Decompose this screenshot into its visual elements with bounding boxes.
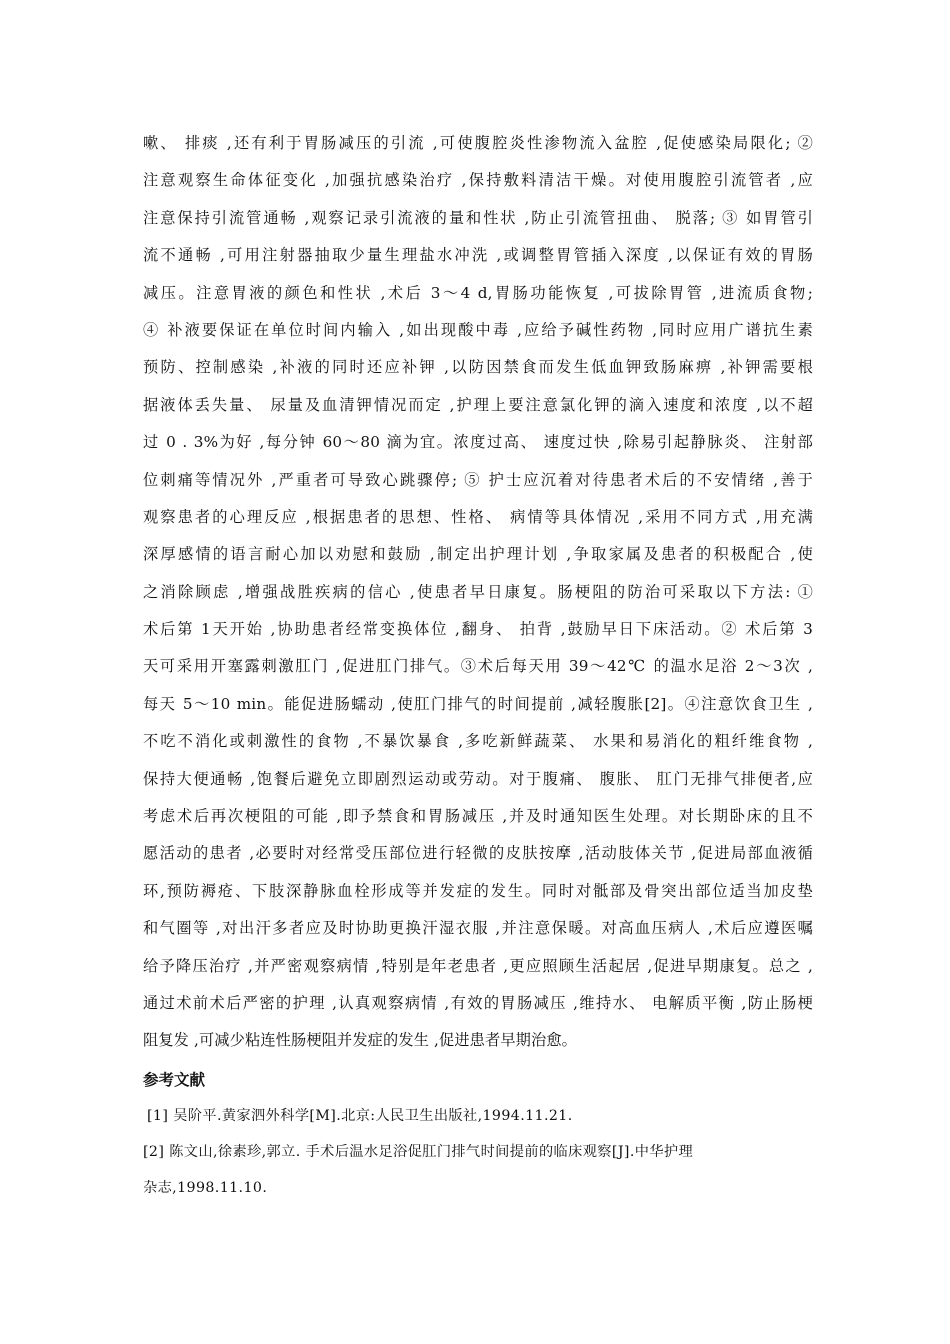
body-line: 考虑术后再次梗阻的可能 ,即予禁食和胃肠减压 ,并及时通知医生处理。对长期卧床的且不 — [143, 807, 813, 826]
references-section — [143, 1062, 813, 1206]
body-line: 据液体丢失量、 尿量及血清钾情况而定 ,护理上要注意氯化钾的滴入速度和浓度 ,以不超 — [143, 395, 813, 414]
body-line: 观察患者的心理反应 ,根据患者的思想、性格、 病情等具体情况 ,采用不同方式 ,用充满 — [143, 507, 813, 526]
body-line: 预防、控制感染 ,补液的同时还应补钾 ,以防因禁食而发生低血钾致肠麻痹 ,补钾需要根 — [143, 358, 813, 377]
body-line: 给予降压治疗 ,并严密观察病情 ,特别是年老患者 ,更应照顾生活起居 ,促进早期康复。总之 , — [143, 956, 813, 975]
body-line: 术后第 1天开始 ,协助患者经常变换体位 ,翻身、 拍背 ,鼓励早日下床活动。② 术后第 3 — [143, 620, 813, 639]
body-line: 位刺痛等情况外 ,严重者可导致心跳骤停; ⑤ 护士应沉着对待患者术后的不安情绪 ,善于 — [143, 470, 813, 489]
body-line: 和气圈等 ,对出汗多者应及时协助更换汗湿衣服 ,并注意保暖。对高血压病人 ,术后应遵医嘱 — [143, 919, 813, 938]
body-line: 之消除顾虑 ,增强战胜疾病的信心 ,使患者早日康复。肠梗阻的防治可采取以下方法: ① — [143, 582, 813, 601]
body-line: 减压。注意胃液的颜色和性状 ,术后 3～4 d,胃肠功能恢复 ,可拔除胃管 ,进流质食物; — [143, 283, 813, 302]
references-heading: 参考文献 — [143, 1070, 206, 1089]
body-line: 保持大便通畅 ,饱餐后避免立即剧烈运动或劳动。对于腹痛、 腹胀、 肛门无排气排便者,应 — [143, 769, 813, 788]
body-line: 流不通畅 ,可用注射器抽取少量生理盐水冲洗 ,或调整胃管插入深度 ,以保证有效的胃肠 — [143, 246, 813, 265]
body-line: 注意观察生命体征变化 ,加强抗感染治疗 ,保持敷料清洁干燥。对使用腹腔引流管者 ,应 — [143, 171, 813, 190]
body-line: 环,预防褥疮、下肢深静脉血栓形成等并发症的发生。同时对骶部及骨突出部位适当加皮垫 — [143, 881, 813, 900]
body-line: 嗽、 排痰 ,还有利于胃肠减压的引流 ,可使腹腔炎性渗物流入盆腔 ,促使感染局限化; ② — [143, 134, 813, 152]
body-line: 天可采用开塞露刺激肛门 ,促进肛门排气。③术后每天用 39～42℃ 的温水足浴 2～3次 , — [143, 657, 813, 676]
body-line: 阻复发 ,可减少粘连性肠梗阻并发症的发生 ,促进患者早期治愈。 — [143, 1031, 578, 1050]
document-page — [143, 125, 813, 1206]
body-line: 注意保持引流管通畅 ,观察记录引流液的量和性状 ,防止引流管扭曲、 脱落; ③ 如胃管引 — [143, 208, 813, 227]
reference-item: [1] 吴阶平.黄家泗外科学[M].北京:人民卫生出版社,1994.11.21. — [147, 1107, 573, 1124]
body-line: 过 0 . 3%为好 ,每分钟 60～80 滴为宜。浓度过高、 速度过快 ,除易引起静脉炎、 注射部 — [143, 433, 813, 452]
reference-item: [2] 陈文山,徐素珍,郭立. 手术后温水足浴促肛门排气时间提前的临床观察[J].中华护理 — [143, 1143, 694, 1160]
reference-item-continuation: 杂志,1998.11.10. — [143, 1179, 268, 1196]
body-line: 愿活动的患者 ,必要时对经常受压部位进行轻微的皮肤按摩 ,活动肢体关节 ,促进局部血液循 — [143, 844, 813, 863]
body-line: 每天 5～10 min。能促进肠蠕动 ,使肛门排气的时间提前 ,减轻腹胀[2]。④注意饮食卫生 , — [143, 694, 813, 713]
body-line: ④ 补液要保证在单位时间内输入 ,如出现酸中毒 ,应给予碱性药物 ,同时应用广谱抗生素 — [143, 320, 813, 339]
body-line: 通过术前术后严密的护理 ,认真观察病情 ,有效的胃肠减压 ,维持水、 电解质平衡 ,防止肠梗 — [143, 993, 813, 1012]
body-line: 不吃不消化或刺激性的食物 ,不暴饮暴食 ,多吃新鲜蔬菜、 水果和易消化的粗纤维食物 , — [143, 732, 813, 751]
body-line: 深厚感情的语言耐心加以劝慰和鼓励 ,制定出护理计划 ,争取家属及患者的积极配合 ,使 — [143, 545, 813, 564]
body-text — [143, 125, 813, 1060]
